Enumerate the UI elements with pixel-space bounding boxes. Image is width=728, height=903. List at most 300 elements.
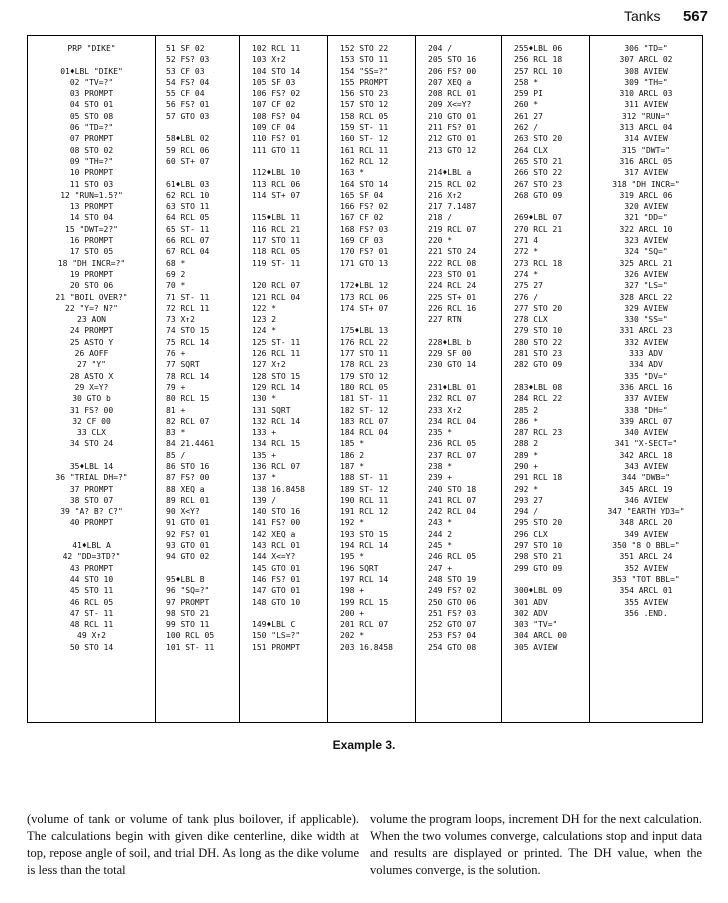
program-line: 211 FS? 01: [428, 123, 477, 133]
program-line: 154 "SS=?": [340, 66, 389, 76]
program-line: 341 "X-SECT=": [614, 439, 678, 449]
program-line: 235 *: [428, 428, 453, 438]
program-line: 333 ADV: [629, 349, 663, 359]
program-line: 89 RCL 01: [166, 495, 210, 505]
program-line: 249 FS? 02: [428, 586, 477, 596]
program-line: 134 RCL 15: [252, 439, 301, 449]
program-line: 286 *: [514, 416, 539, 426]
program-line: 279 STO 10: [514, 326, 563, 336]
program-line: 278 CLX: [514, 315, 548, 325]
program-line: 314 AVIEW: [624, 134, 668, 144]
program-line: 231♦LBL 01: [428, 382, 477, 392]
program-line: 294 /: [514, 507, 539, 517]
program-line: 309 "TH=": [624, 77, 668, 87]
program-line: 307 ARCL 02: [619, 55, 673, 65]
program-line: 153 STO 11: [340, 55, 389, 65]
program-line: 80 RCL 15: [166, 394, 210, 404]
program-line: 189 ST- 12: [340, 484, 389, 494]
program-line: 257 RCL 10: [514, 66, 563, 76]
program-line: 26 AOFF: [74, 349, 109, 359]
program-line: 230 GTO 14: [428, 360, 477, 370]
program-line: 205 STO 16: [428, 55, 477, 65]
program-line: 110 FS? 01: [252, 134, 301, 144]
running-head: [624, 8, 708, 26]
program-line: 214♦LBL a: [428, 168, 472, 178]
program-line: 150 "LS=?": [252, 631, 301, 641]
program-line: 116 RCL 21: [252, 224, 301, 234]
program-line: 69 2: [166, 269, 186, 279]
program-line: 60 ST+ 07: [166, 156, 210, 166]
program-line: 227 RTN: [428, 315, 462, 325]
program-line: 181 ST- 11: [340, 394, 389, 404]
program-line: 08 STO 02: [69, 145, 114, 155]
program-line: 84 21.4461: [166, 439, 215, 449]
program-line: 253 FS? 04: [428, 631, 477, 641]
program-line: 76 +: [166, 349, 186, 359]
program-line: 57 GTO 03: [166, 111, 210, 121]
program-line: 55 CF 04: [166, 89, 205, 99]
program-line: 300♦LBL 09: [514, 586, 563, 596]
program-line: 343 AVIEW: [624, 461, 668, 471]
program-line: 277 STO 20: [514, 303, 563, 313]
program-line: 311 AVIEW: [624, 100, 668, 110]
program-line: 121 RCL 04: [252, 292, 301, 302]
program-line: 175♦LBL 13: [340, 326, 389, 336]
program-line: 321 "DD=": [624, 213, 668, 223]
program-line: 170 FS? 01: [340, 247, 389, 257]
program-line: 355 AVIEW: [624, 597, 668, 607]
program-line: 272 *: [514, 247, 539, 257]
program-line: [428, 325, 501, 336]
program-line: 42 "DD=3TD?": [62, 552, 121, 562]
program-line: 28 ASTO X: [69, 371, 114, 381]
program-line: 15 "DWT=2?": [65, 224, 118, 234]
program-line: 61♦LBL 03: [166, 179, 210, 189]
program-line: 179 STO 12: [340, 371, 389, 381]
program-line: 216 X↑2: [428, 190, 462, 200]
program-line: [340, 269, 415, 280]
program-line: 183 RCL 07: [340, 416, 389, 426]
program-line: 312 "RUN=": [621, 111, 671, 121]
program-line: 250 GTO 06: [428, 597, 477, 607]
program-line: 338 "DH=": [624, 405, 668, 415]
program-line: 274 *: [514, 269, 539, 279]
program-line: 255♦LBL 06: [514, 44, 563, 53]
program-line: 13 PROMPT: [69, 202, 114, 212]
program-line: 228♦LBL b: [428, 337, 472, 347]
program-line: 342 ARCL 18: [619, 450, 673, 460]
program-line: 206 FS? 00: [428, 66, 477, 76]
program-line: 125 ST- 11: [252, 337, 301, 347]
program-line: 155 PROMPT: [340, 77, 389, 87]
program-line: 265 STO 21: [514, 156, 563, 166]
program-line: 202 *: [340, 631, 365, 641]
program-line: 02 "TV=?": [69, 77, 114, 87]
program-line: 50 STO 14: [69, 642, 114, 652]
program-line: [514, 574, 589, 585]
figure-caption: Example 3.: [332, 738, 396, 752]
program-line: 169 CF 03: [340, 236, 384, 246]
program-line: 58♦LBL 02: [166, 134, 210, 144]
program-line: 151 PROMPT: [252, 642, 301, 652]
program-line: 182 ST- 12: [340, 405, 389, 415]
program-line: 36 "TRIAL DH=?": [55, 473, 128, 483]
program-line: 34 STO 24: [69, 439, 114, 449]
program-line: 224 RCL 24: [428, 281, 477, 291]
program-line: 313 ARCL 04: [619, 123, 673, 133]
program-line: 247 +: [428, 563, 453, 573]
program-line: 163 *: [340, 168, 365, 178]
program-line: 11 STO 03: [69, 179, 114, 189]
program-line: 44 STO 10: [69, 574, 114, 584]
program-line: 236 RCL 05: [428, 439, 477, 449]
program-line: 126 RCL 11: [252, 349, 301, 359]
program-line: 33 CLX: [77, 428, 106, 438]
program-line: 07 PROMPT: [69, 134, 114, 144]
program-line: 204 /: [428, 44, 453, 53]
section-title: Tanks: [623, 8, 661, 24]
program-line: 104 STO 14: [252, 66, 301, 76]
program-line: 315 "DWT=": [621, 145, 671, 155]
program-line: 106 FS? 02: [252, 89, 301, 99]
program-line: 140 STO 16: [252, 507, 301, 517]
program-line: 124 *: [252, 326, 277, 336]
program-line: 222 RCL 08: [428, 258, 477, 268]
program-line: 12 "RUN=1.5?": [60, 190, 123, 200]
program-line: 186 2: [340, 450, 365, 460]
program-line: 131 SQRT: [252, 405, 291, 415]
program-line: 330 "SS=": [624, 315, 668, 325]
program-line: 287 RCL 23: [514, 428, 563, 438]
program-line: 178 RCL 23: [340, 360, 389, 370]
program-line: 112♦LBL 10: [252, 168, 301, 178]
program-line: 199 RCL 15: [340, 597, 389, 607]
program-line: 114 ST+ 07: [252, 190, 301, 200]
program-line: 329 AVIEW: [624, 303, 668, 313]
program-line: 94 GTO 02: [166, 552, 210, 562]
program-line: 260 *: [514, 100, 539, 110]
program-line: 22 "Y=? N?": [65, 303, 118, 313]
page-number: 567: [682, 8, 708, 25]
program-line: 41♦LBL A: [72, 541, 111, 551]
program-line: 82 RCL 07: [166, 416, 210, 426]
program-line: 280 STO 22: [514, 337, 563, 347]
program-line: 32 CF 00: [72, 416, 111, 426]
program-line: 25 ASTO Y: [69, 337, 114, 347]
program-line: 302 ADV: [514, 608, 548, 618]
program-line: 299 GTO 09: [514, 563, 563, 573]
program-line: 263 STO 20: [514, 134, 563, 144]
program-line: [28, 54, 155, 65]
program-line: 18 "DH INCR=?": [57, 258, 126, 268]
program-line: 289 *: [514, 450, 539, 460]
program-line: 20 STO 06: [69, 281, 114, 291]
program-line: 03 PROMPT: [69, 89, 114, 99]
program-line: 138 16.8458: [252, 484, 305, 494]
program-line: PRP "DIKE": [67, 44, 116, 53]
program-line: 172♦LBL 12: [340, 281, 389, 291]
program-line: 78 RCL 14: [166, 371, 210, 381]
program-line: 306 "TD=": [624, 44, 668, 53]
program-line: 52 FS? 03: [166, 55, 210, 65]
program-line: 345 ARCL 19: [619, 484, 673, 494]
program-line: 335 "DV=": [624, 371, 668, 381]
program-line: 196 SQRT: [340, 563, 379, 573]
program-line: 118 RCL 05: [252, 247, 301, 257]
program-line: 258 *: [514, 77, 539, 87]
program-line: 352 AVIEW: [624, 563, 668, 573]
program-line: [252, 201, 327, 212]
program-line: 66 RCL 07: [166, 236, 210, 246]
program-line: 232 RCL 07: [428, 394, 477, 404]
program-line: 157 STO 12: [340, 100, 389, 110]
program-line: 23 AON: [77, 315, 106, 325]
program-line: 165 SF 04: [340, 190, 384, 200]
program-line: 259 PI: [514, 89, 543, 99]
program-line: 144 X<=Y?: [252, 552, 296, 562]
program-line: 326 AVIEW: [624, 269, 668, 279]
program-line: 301 ADV: [514, 597, 548, 607]
program-line: 83 *: [166, 428, 186, 438]
program-line: 64 RCL 05: [166, 213, 210, 223]
program-line: 241 RCL 07: [428, 495, 477, 505]
program-line: 06 "TD=?": [69, 123, 114, 133]
program-line: 161 RCL 11: [340, 145, 389, 155]
program-line: 92 FS? 01: [166, 529, 210, 539]
program-line: 01♦LBL "DIKE": [60, 66, 123, 76]
program-line: 268 GTO 09: [514, 190, 563, 200]
program-line: 49 X↑2: [77, 631, 106, 641]
program-line: 225 ST+ 01: [428, 292, 477, 302]
program-line: 24 PROMPT: [69, 326, 114, 336]
program-line: 240 STO 18: [428, 484, 477, 494]
program-line: 105 SF 03: [252, 77, 296, 87]
program-line: 68 *: [166, 258, 186, 268]
program-line: 233 X↑2: [428, 405, 462, 415]
program-line: 223 STO 01: [428, 269, 477, 279]
program-line: 282 GTO 09: [514, 360, 563, 370]
program-line: 340 AVIEW: [624, 428, 668, 438]
program-line: 98 STO 21: [166, 608, 210, 618]
program-line: [252, 608, 327, 619]
program-line: 261 27: [514, 111, 543, 121]
program-line: 107 CF 02: [252, 100, 296, 110]
program-line: 296 CLX: [514, 529, 548, 539]
program-line: 159 ST- 11: [340, 123, 389, 133]
program-line: 05 STO 08: [69, 111, 114, 121]
program-line: 146 FS? 01: [252, 574, 301, 584]
program-line: 234 RCL 04: [428, 416, 477, 426]
program-line: 276 /: [514, 292, 539, 302]
program-line: 86 STO 16: [166, 461, 210, 471]
program-line: 54 FS? 04: [166, 77, 210, 87]
program-line: 209 X<=Y?: [428, 100, 472, 110]
program-line: 122 *: [252, 303, 277, 313]
program-line: 336 ARCL 16: [619, 382, 673, 392]
program-line: 56 FS? 01: [166, 100, 210, 110]
program-line: 290 +: [514, 461, 539, 471]
program-line: 27 "Y": [77, 360, 106, 370]
program-line: 160 ST- 12: [340, 134, 389, 144]
program-line: 285 2: [514, 405, 539, 415]
program-line: [28, 529, 155, 540]
program-line: 70 *: [166, 281, 186, 291]
program-line: 93 GTO 01: [166, 541, 210, 551]
program-line: 166 FS? 02: [340, 202, 389, 212]
program-line: 142 XEQ a: [252, 529, 296, 539]
program-line: 193 STO 15: [340, 529, 389, 539]
program-line: 218 /: [428, 213, 453, 223]
program-line: 48 RCL 11: [69, 620, 114, 630]
program-line: 344 "DWB=": [621, 473, 671, 483]
program-line: 353 "TOT BBL=": [612, 574, 680, 584]
program-line: 273 RCL 18: [514, 258, 563, 268]
program-line: 221 STO 24: [428, 247, 477, 257]
program-line: 43 PROMPT: [69, 563, 114, 573]
program-line: 245 *: [428, 541, 453, 551]
program-line: 318 "DH INCR=": [612, 179, 680, 189]
program-line: 348 ARCL 20: [619, 518, 673, 528]
program-line: [514, 201, 589, 212]
program-line: 16 PROMPT: [69, 236, 114, 246]
program-line: 119 ST- 11: [252, 258, 301, 268]
program-line: 174 ST+ 07: [340, 303, 389, 313]
program-line: 111 GTO 11: [252, 145, 301, 155]
program-line: 90 X<Y?: [166, 507, 200, 517]
program-line: 269♦LBL 07: [514, 213, 563, 223]
program-line: 185 *: [340, 439, 365, 449]
program-line: 200 +: [340, 608, 365, 618]
program-line: [166, 167, 239, 178]
program-line: 14 STO 04: [69, 213, 114, 223]
program-line: 162 RCL 12: [340, 156, 389, 166]
listing-column: [328, 36, 416, 722]
program-line: 133 +: [252, 428, 277, 438]
program-line: 270 RCL 21: [514, 224, 563, 234]
program-line: 35♦LBL 14: [69, 461, 114, 471]
program-line: 349 AVIEW: [624, 529, 668, 539]
program-line: 120 RCL 07: [252, 281, 301, 291]
program-line: 305 AVIEW: [514, 642, 558, 652]
program-line: 292 *: [514, 484, 539, 494]
program-line: [428, 156, 501, 167]
program-line: 207 XEQ a: [428, 77, 472, 87]
program-listing: [27, 35, 703, 723]
program-line: 226 RCL 16: [428, 303, 477, 313]
program-line: 256 RCL 18: [514, 55, 563, 65]
program-line: 243 *: [428, 518, 453, 528]
program-line: 248 STO 19: [428, 574, 477, 584]
program-line: 303 "TV=": [514, 620, 558, 630]
program-line: 288 2: [514, 439, 539, 449]
program-line: 298 STO 21: [514, 552, 563, 562]
program-line: 324 "SQ=": [624, 247, 668, 257]
program-line: 191 RCL 12: [340, 507, 389, 517]
program-line: 148 GTO 10: [252, 597, 301, 607]
program-line: 356 .END.: [624, 608, 668, 618]
program-line: 237 RCL 07: [428, 450, 477, 460]
program-line: 323 AVIEW: [624, 236, 668, 246]
program-line: 156 STO 23: [340, 89, 389, 99]
program-line: 167 CF 02: [340, 213, 384, 223]
program-line: 271 4: [514, 236, 539, 246]
program-line: 201 RCL 07: [340, 620, 389, 630]
program-line: 295 STO 20: [514, 518, 563, 528]
program-line: 176 RCL 22: [340, 337, 389, 347]
program-line: 328 ARCL 22: [619, 292, 673, 302]
program-line: 283♦LBL 08: [514, 382, 563, 392]
program-line: 135 +: [252, 450, 277, 460]
program-line: 51 SF 02: [166, 44, 205, 53]
program-line: 95♦LBL B: [166, 574, 205, 584]
program-line: 91 GTO 01: [166, 518, 210, 528]
program-line: 332 AVIEW: [624, 337, 668, 347]
program-line: 266 STO 22: [514, 168, 563, 178]
program-line: 195 *: [340, 552, 365, 562]
program-line: 117 STO 11: [252, 236, 301, 246]
program-line: 130 *: [252, 394, 277, 404]
listing-column: [156, 36, 240, 722]
program-line: 291 RCL 18: [514, 473, 563, 483]
listing-column: [416, 36, 502, 722]
program-line: 208 RCL 01: [428, 89, 477, 99]
program-line: 334 ADV: [629, 360, 663, 370]
program-line: 210 GTO 01: [428, 111, 477, 121]
program-line: 101 ST- 11: [166, 642, 215, 652]
program-line: 147 GTO 01: [252, 586, 301, 596]
program-line: 320 AVIEW: [624, 202, 668, 212]
program-line: 47 ST- 11: [69, 608, 114, 618]
program-line: 129 RCL 14: [252, 382, 301, 392]
program-line: 31 FS? 00: [69, 405, 114, 415]
program-line: 331 ARCL 23: [619, 326, 673, 336]
program-line: 143 RCL 01: [252, 541, 301, 551]
program-line: 173 RCL 06: [340, 292, 389, 302]
program-line: 73 X↑2: [166, 315, 195, 325]
program-line: 152 STO 22: [340, 44, 389, 53]
program-line: 308 AVIEW: [624, 66, 668, 76]
program-line: 09 "TH=?": [69, 156, 114, 166]
program-line: 85 /: [166, 450, 186, 460]
program-line: 164 STO 14: [340, 179, 389, 189]
program-line: 354 ARCL 01: [619, 586, 673, 596]
program-line: 40 PROMPT: [69, 518, 114, 528]
program-line: 188 ST- 11: [340, 473, 389, 483]
program-line: 264 CLX: [514, 145, 548, 155]
program-line: 39 "A? B? C?": [60, 507, 123, 517]
program-line: 63 STO 11: [166, 202, 210, 212]
program-line: 102 RCL 11: [252, 44, 301, 53]
program-line: 37 PROMPT: [69, 484, 114, 494]
program-line: 88 XEQ a: [166, 484, 205, 494]
listing-column: [28, 36, 156, 722]
program-line: 327 "LS=": [624, 281, 668, 291]
program-line: 21 "BOIL OVER?": [55, 292, 128, 302]
program-line: 45 STO 11: [69, 586, 114, 596]
listing-column: [590, 36, 702, 722]
program-line: 77 SQRT: [166, 360, 200, 370]
program-line: 30 GTO b: [72, 394, 111, 404]
program-line: 242 RCL 04: [428, 507, 477, 517]
program-line: 284 RCL 22: [514, 394, 563, 404]
program-line: 350 "8 O BBL=": [612, 541, 680, 551]
program-line: 19 PROMPT: [69, 269, 114, 279]
program-line: 17 STO 05: [69, 247, 114, 257]
program-line: 215 RCL 02: [428, 179, 477, 189]
program-line: 252 GTO 07: [428, 620, 477, 630]
body-paragraph-left: (volume of tank or volume of tank plus boilover, if applicable). The calculations begin with given dike centerline, dike width at top, repose angle of soil, and trial DH. As long as the dike volume is less than the total: [27, 812, 359, 877]
program-line: 141 FS? 00: [252, 518, 301, 528]
